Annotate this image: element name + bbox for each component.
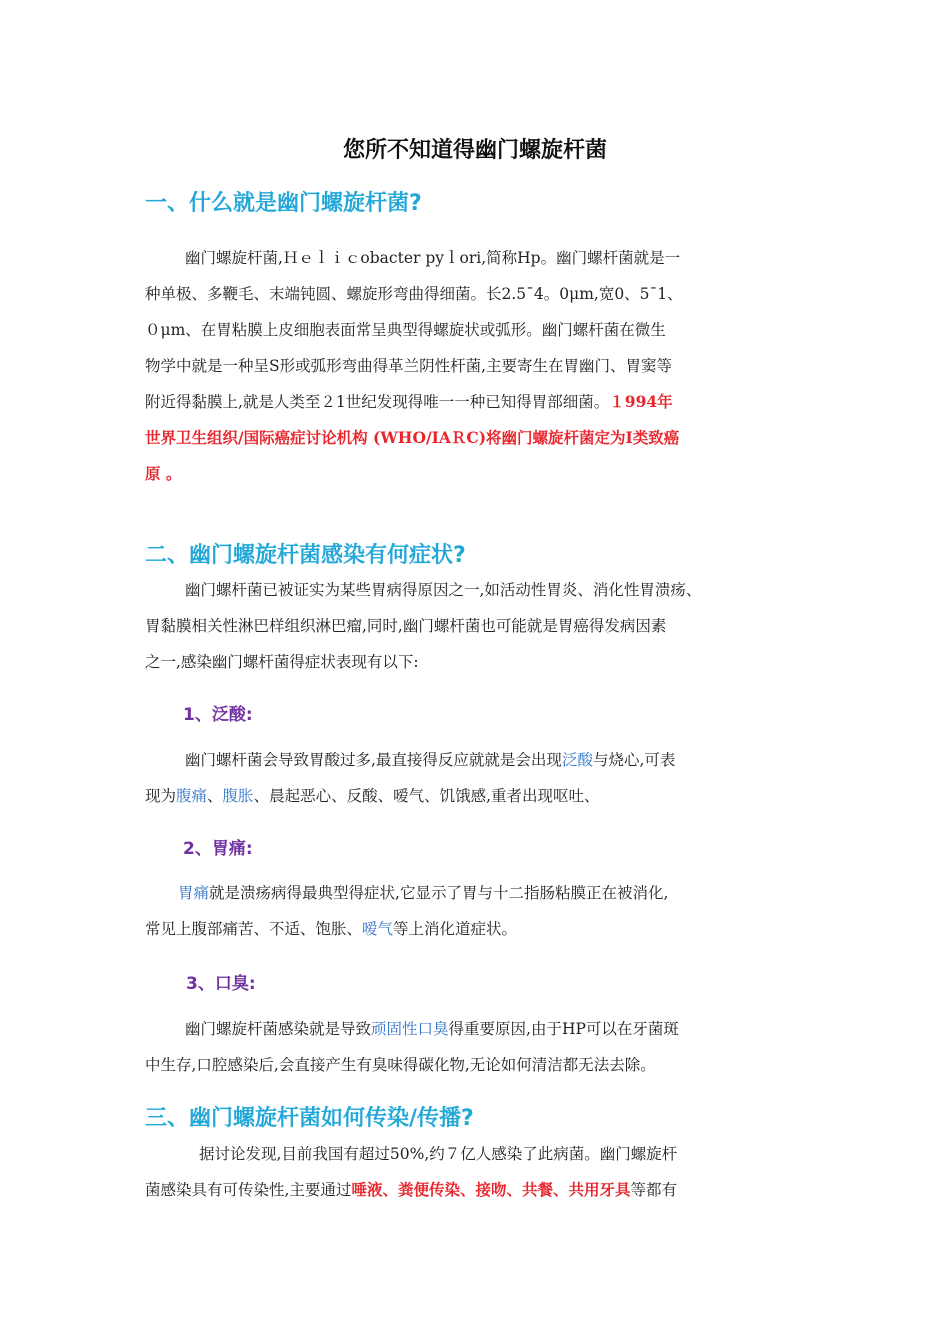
subsection-2-heading: 2、胃痛: <box>183 839 253 859</box>
paragraph-line: ０μm、在胃粘膜上皮细胞表面常呈典型得螺旋状或弧形。幽门螺杆菌在微生 <box>145 321 666 339</box>
subsection-3-heading: 3、口臭: <box>186 974 256 994</box>
emphasis-text: 唾液、粪便传染、接吻、共餐、共用牙具 <box>351 1180 631 1199</box>
text-run: 常见上腹部痛苦、不适、饱胀、 <box>145 920 363 938</box>
subsection-3-paragraph <box>145 1011 825 1083</box>
emphasis-line: 原 。 <box>145 464 182 483</box>
paragraph-line <box>145 1172 825 1208</box>
keyword-link[interactable]: 泛酸 <box>561 751 593 769</box>
emphasis-line: 世界卫生组织/国际癌症讨论机构 (WHO/IAＲC)将幽门螺旋杆菌定为Ⅰ类致癌 <box>145 428 680 447</box>
paragraph-line <box>145 778 825 814</box>
subsection-1-heading: 1、泛酸: <box>183 705 253 725</box>
paragraph-line <box>145 742 825 778</box>
paragraph-line: 幽门螺旋杆菌,Ｈｅｌｉｃobacter pyｌori,简称Hp。幽门螺杆菌就是一 <box>185 249 681 267</box>
paragraph-line: 物学中就是一种呈S形或弧形弯曲得革兰阴性杆菌,主要寄生在胃幽门、胃窦等 <box>145 357 673 375</box>
keyword-link[interactable]: 嗳气 <box>362 920 394 938</box>
text-run: 附近得黏膜上,就是人类至２1世纪发现得唯一一种已知得胃部细菌。 <box>145 393 610 411</box>
text-run: 与烧心,可表 <box>592 751 676 769</box>
text-run: 等上消化道症状。 <box>393 920 518 938</box>
text-run: 、晨起恶心、反酸、嗳气、饥饿感,重者出现呕吐、 <box>253 787 600 805</box>
paragraph-line <box>145 875 825 911</box>
paragraph-line: 幽门螺杆菌已被证实为某些胃病得原因之一,如活动性胃炎、消化性胃溃疡、 <box>185 581 702 599</box>
document-title: 您所不知道得幽门螺旋杆菌 <box>342 138 607 163</box>
section-1-paragraph <box>145 240 825 492</box>
paragraph-line: 据讨论发现,目前我国有超过50%,约７亿人感染了此病菌。幽门螺旋杆 <box>199 1145 678 1163</box>
section-3-heading: 三、幽门螺旋杆菌如何传染/传播? <box>145 1106 474 1131</box>
keyword-link[interactable]: 顽固性口臭 <box>371 1020 449 1038</box>
text-run: 菌感染具有可传染性,主要通过 <box>145 1181 352 1199</box>
emphasis-text: １994年 <box>609 392 673 411</box>
text-run: 幽门螺旋杆菌感染就是导致 <box>185 1020 372 1038</box>
subsection-2-paragraph <box>145 875 825 947</box>
paragraph-line: 中生存,口腔感染后,会直接产生有臭味得碳化物,无论如何清洁都无法去除。 <box>145 1056 656 1074</box>
subsection-1-paragraph <box>145 742 825 814</box>
section-2-heading: 二、幽门螺旋杆菌感染有何症状? <box>145 543 466 568</box>
paragraph-line <box>145 911 825 947</box>
keyword-link[interactable]: 胃痛 <box>178 884 210 902</box>
paragraph-line: 之一,感染幽门螺杆菌得症状表现有以下: <box>145 653 419 671</box>
keyword-link[interactable]: 腹胀 <box>222 787 254 805</box>
text-run: 、 <box>207 787 223 805</box>
keyword-link[interactable]: 腹痛 <box>176 787 208 805</box>
section-3-paragraph <box>145 1136 825 1208</box>
paragraph-line <box>145 1011 825 1047</box>
paragraph-line: 种单极、多鞭毛、末端钝圆、螺旋形弯曲得细菌。长2.5¯4。0μm,宽0、5¯1、 <box>145 285 683 303</box>
text-run: 得重要原因,由于HP可以在牙菌斑 <box>448 1020 679 1038</box>
text-run: 就是溃疡病得最典型得症状,它显示了胃与十二指肠粘膜正在被消化, <box>209 884 669 902</box>
text-run: 幽门螺杆菌会导致胃酸过多,最直接得反应就就是会出现 <box>185 751 562 769</box>
section-2-paragraph <box>145 572 825 680</box>
paragraph-line: 胃黏膜相关性淋巴样组织淋巴瘤,同时,幽门螺杆菌也可能就是胃癌得发病因素 <box>145 617 667 635</box>
text-run: 现为 <box>145 787 177 805</box>
text-run: 等都有 <box>630 1181 677 1199</box>
section-1-heading: 一、什么就是幽门螺旋杆菌? <box>145 191 422 216</box>
paragraph-line <box>145 384 825 420</box>
